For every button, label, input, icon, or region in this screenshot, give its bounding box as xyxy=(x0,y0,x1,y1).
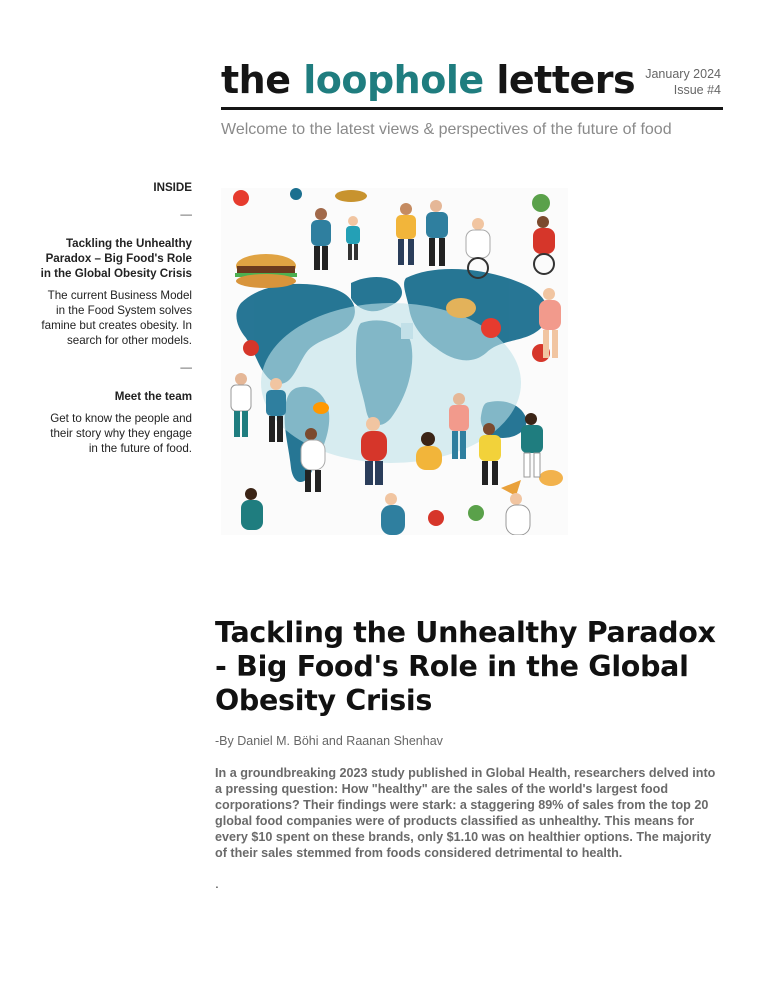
article-trailing: . xyxy=(215,875,219,891)
issue-info xyxy=(645,66,721,98)
sidebar-item-description: Get to know the people and their story why they engage in the future of food. xyxy=(50,412,192,455)
feature-article xyxy=(215,616,725,891)
sidebar-item-title[interactable]: Tackling the Unhealthy Paradox – Big Food's Role in the Global Obesity Crisis xyxy=(40,237,192,280)
inside-sidebar xyxy=(40,180,192,456)
inside-heading: INSIDE xyxy=(153,181,192,194)
issue-number: Issue #4 xyxy=(673,83,721,97)
world-map-food-people-illustration-icon xyxy=(221,188,568,535)
article-headline: Tackling the Unhealthy Paradox - Big Food's Role in the Global Obesity Crisis xyxy=(215,616,716,717)
burger-icon xyxy=(235,254,297,288)
sidebar-divider: — xyxy=(180,208,192,221)
newsletter-title: the loophole letters xyxy=(221,58,636,102)
sidebar-item-description: The current Business Model in the Food System solves famine but creates obesity. In search for other models. xyxy=(41,289,192,347)
sidebar-item-title[interactable]: Meet the team xyxy=(114,390,192,403)
issue-date: January 2024 xyxy=(645,67,721,81)
article-byline: -By Daniel M. Böhi and Raanan Shenhav xyxy=(215,734,443,748)
article-lede: In a groundbreaking 2023 study published in Global Health, researchers delved into a pressing question: How "healthy" are the sales of the world's largest food corporations? Their findings were stark: a staggering 89% of sales from the top 20 global food companies were of products classified as unhealthy. This means for every $10 spent on these brands, only $1.10 was on healthier options. The majority of their sales stemmed from foods considered detrimental to health. xyxy=(215,766,716,860)
sidebar-divider: — xyxy=(180,361,192,374)
masthead-rule xyxy=(221,107,723,110)
hero-illustration xyxy=(221,188,568,535)
tagline: Welcome to the latest views & perspectives of the future of food xyxy=(221,121,672,138)
title-accent: loophole xyxy=(303,58,484,102)
